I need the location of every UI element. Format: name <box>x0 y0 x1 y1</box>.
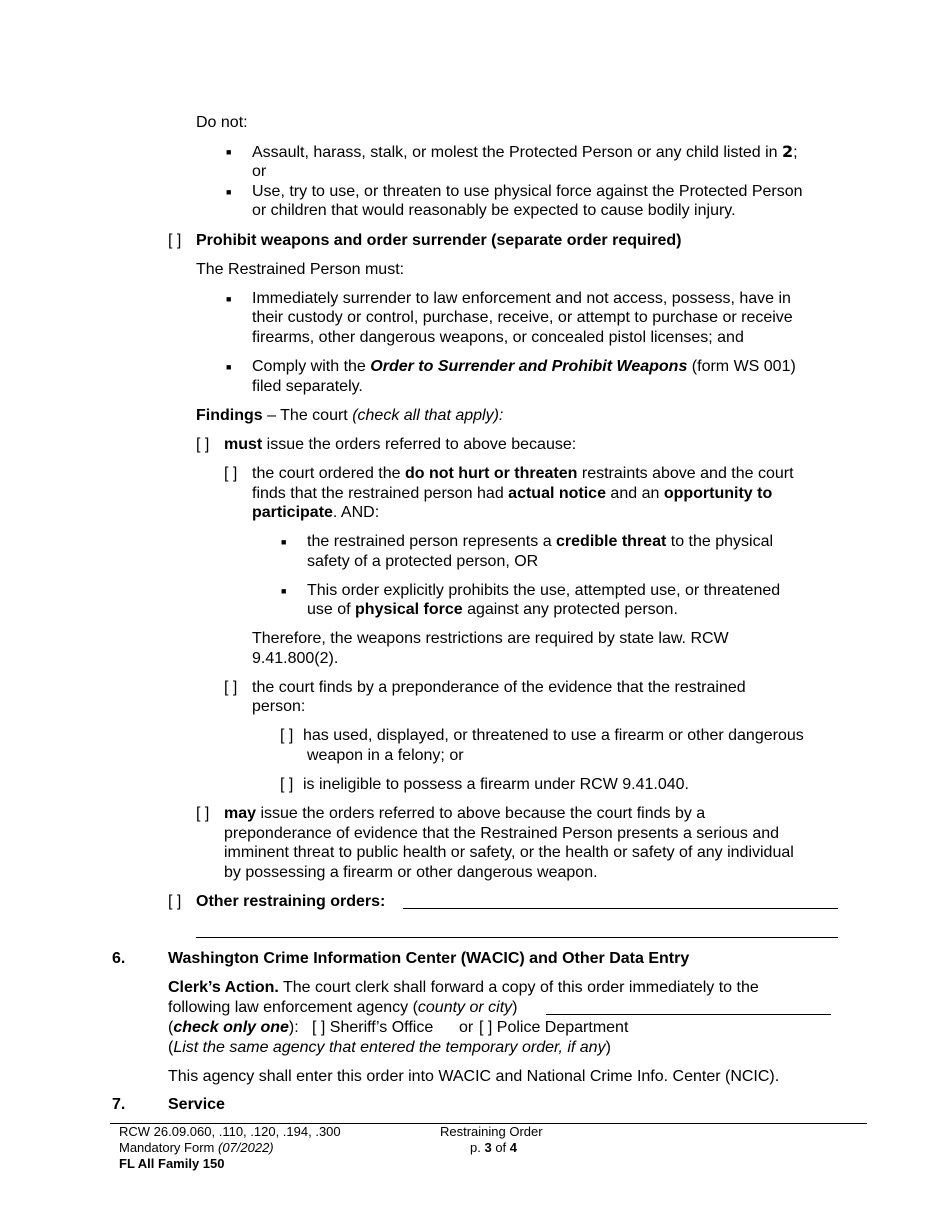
ineligible-checkbox[interactable]: [ ] <box>280 776 294 793</box>
ineligible-l1: is ineligible to possess a firearm under RCW 9.41.040. <box>303 776 689 793</box>
section7-title: Service <box>168 1096 225 1113</box>
may-l1: may issue the orders referred to above because the court finds by a <box>224 805 706 822</box>
felony-checkbox[interactable]: [ ] <box>280 727 294 744</box>
other-checkbox[interactable]: [ ] <box>168 893 182 910</box>
footer-form-id: FL All Family 150 <box>119 1156 225 1171</box>
list-agency-note: (List the same agency that entered the temporary order, if any) <box>168 1039 611 1056</box>
option2-l1: the court finds by a preponderance of the evidence that the restrained <box>252 679 746 696</box>
other-label: Other restraining orders: <box>196 893 386 910</box>
option2-checkbox[interactable]: [ ] <box>224 679 238 696</box>
option2-l2: person: <box>252 698 306 715</box>
credible-threat-l2: safety of a protected person, OR <box>307 553 539 570</box>
may-checkbox[interactable]: [ ] <box>196 805 210 822</box>
footer-rcw: RCW 26.09.060, .110, .120, .194, .300 <box>119 1124 341 1139</box>
must-checkbox[interactable]: [ ] <box>196 436 210 453</box>
section6-number: 6. <box>112 950 126 967</box>
credible-threat-l1: the restrained person represents a credible threat to the physical <box>307 533 774 550</box>
section7-number: 7. <box>112 1096 126 1113</box>
option1-l1: the court ordered the do not hurt or threaten restraints above and the court <box>252 465 794 482</box>
felony-l2: weapon in a felony; or <box>307 747 464 764</box>
option1-l3: participate. AND: <box>252 504 380 521</box>
do-not-item-1-cont: or <box>252 163 267 180</box>
may-l4: by possessing a firearm or other dangerous weapon. <box>224 864 598 881</box>
option1-checkbox[interactable]: [ ] <box>224 465 238 482</box>
therefore-l2: 9.41.800(2). <box>252 650 339 667</box>
footer-page-number: p. 3 of 4 <box>470 1140 518 1155</box>
comply-item: Comply with the Order to Surrender and Prohibit Weapons (form WS 001) <box>252 358 796 375</box>
bullet-icon: ■ <box>226 187 232 197</box>
agency-field[interactable] <box>546 1014 831 1015</box>
do-not-label: Do not: <box>196 114 248 131</box>
felony-l1: has used, displayed, or threatened to use a firearm or other dangerous <box>303 727 804 744</box>
weapons-heading: Prohibit weapons and order surrender (separate order required) <box>196 232 682 249</box>
section6-title: Washington Crime Information Center (WACIC) and Other Data Entry <box>168 950 690 967</box>
physical-force-l2: use of physical force against any protected person. <box>307 601 678 618</box>
do-not-item-2-cont: or children that would reasonably be expected to cause bodily injury. <box>252 202 736 219</box>
footer-mandatory: Mandatory Form (07/2022) <box>119 1140 274 1155</box>
footer-doc-title: Restraining Order <box>440 1124 543 1139</box>
surrender-item-l1: Immediately surrender to law enforcement and not access, possess, have in <box>252 290 791 307</box>
other-orders-field-line2[interactable] <box>196 937 838 938</box>
option1-l2: finds that the restrained person had actual notice and an opportunity to <box>252 485 773 502</box>
may-l3: imminent threat to public health or safety, or the health or safety of any individual <box>224 844 794 861</box>
surrender-item-l2: their custody or control, purchase, receive, or attempt to purchase or receive <box>252 309 793 326</box>
bullet-icon: ■ <box>226 147 232 157</box>
clerk-action-l1: Clerk’s Action. The court clerk shall forward a copy of this order immediately to the <box>168 979 759 996</box>
wacic-entry: This agency shall enter this order into WACIC and National Crime Info. Center (NCIC). <box>168 1068 780 1085</box>
bullet-icon: ■ <box>281 586 287 596</box>
surrender-item-l3: firearms, other dangerous weapons, or concealed pistol licenses; and <box>252 329 744 346</box>
police-checkbox[interactable]: [ ] Police Department <box>479 1019 629 1036</box>
or-text: or <box>459 1019 474 1036</box>
therefore-l1: Therefore, the weapons restrictions are required by state law. RCW <box>252 630 729 647</box>
sheriff-checkbox[interactable]: [ ] Sheriff’s Office <box>312 1019 434 1036</box>
clerk-action-l2: following law enforcement agency (county or city) <box>168 999 518 1016</box>
other-orders-field[interactable] <box>403 908 838 909</box>
do-not-item-1: Assault, harass, stalk, or molest the Protected Person or any child listed in 2; <box>252 142 798 161</box>
bullet-icon: ■ <box>281 537 287 547</box>
weapons-checkbox[interactable]: [ ] <box>168 232 182 249</box>
must-line: must issue the orders referred to above because: <box>224 436 577 453</box>
must-intro: The Restrained Person must: <box>196 261 405 278</box>
findings-label: Findings – The court (check all that apply): <box>196 407 504 424</box>
physical-force-l1: This order explicitly prohibits the use, attempted use, or threatened <box>307 582 781 599</box>
check-only-one-label: (check only one): <box>168 1019 299 1036</box>
bullet-icon: ■ <box>226 294 232 304</box>
comply-item-cont: filed separately. <box>252 378 363 395</box>
may-l2: preponderance of evidence that the Restrained Person presents a serious and <box>224 825 780 842</box>
bullet-icon: ■ <box>226 362 232 372</box>
do-not-item-2: Use, try to use, or threaten to use physical force against the Protected Person <box>252 183 803 200</box>
